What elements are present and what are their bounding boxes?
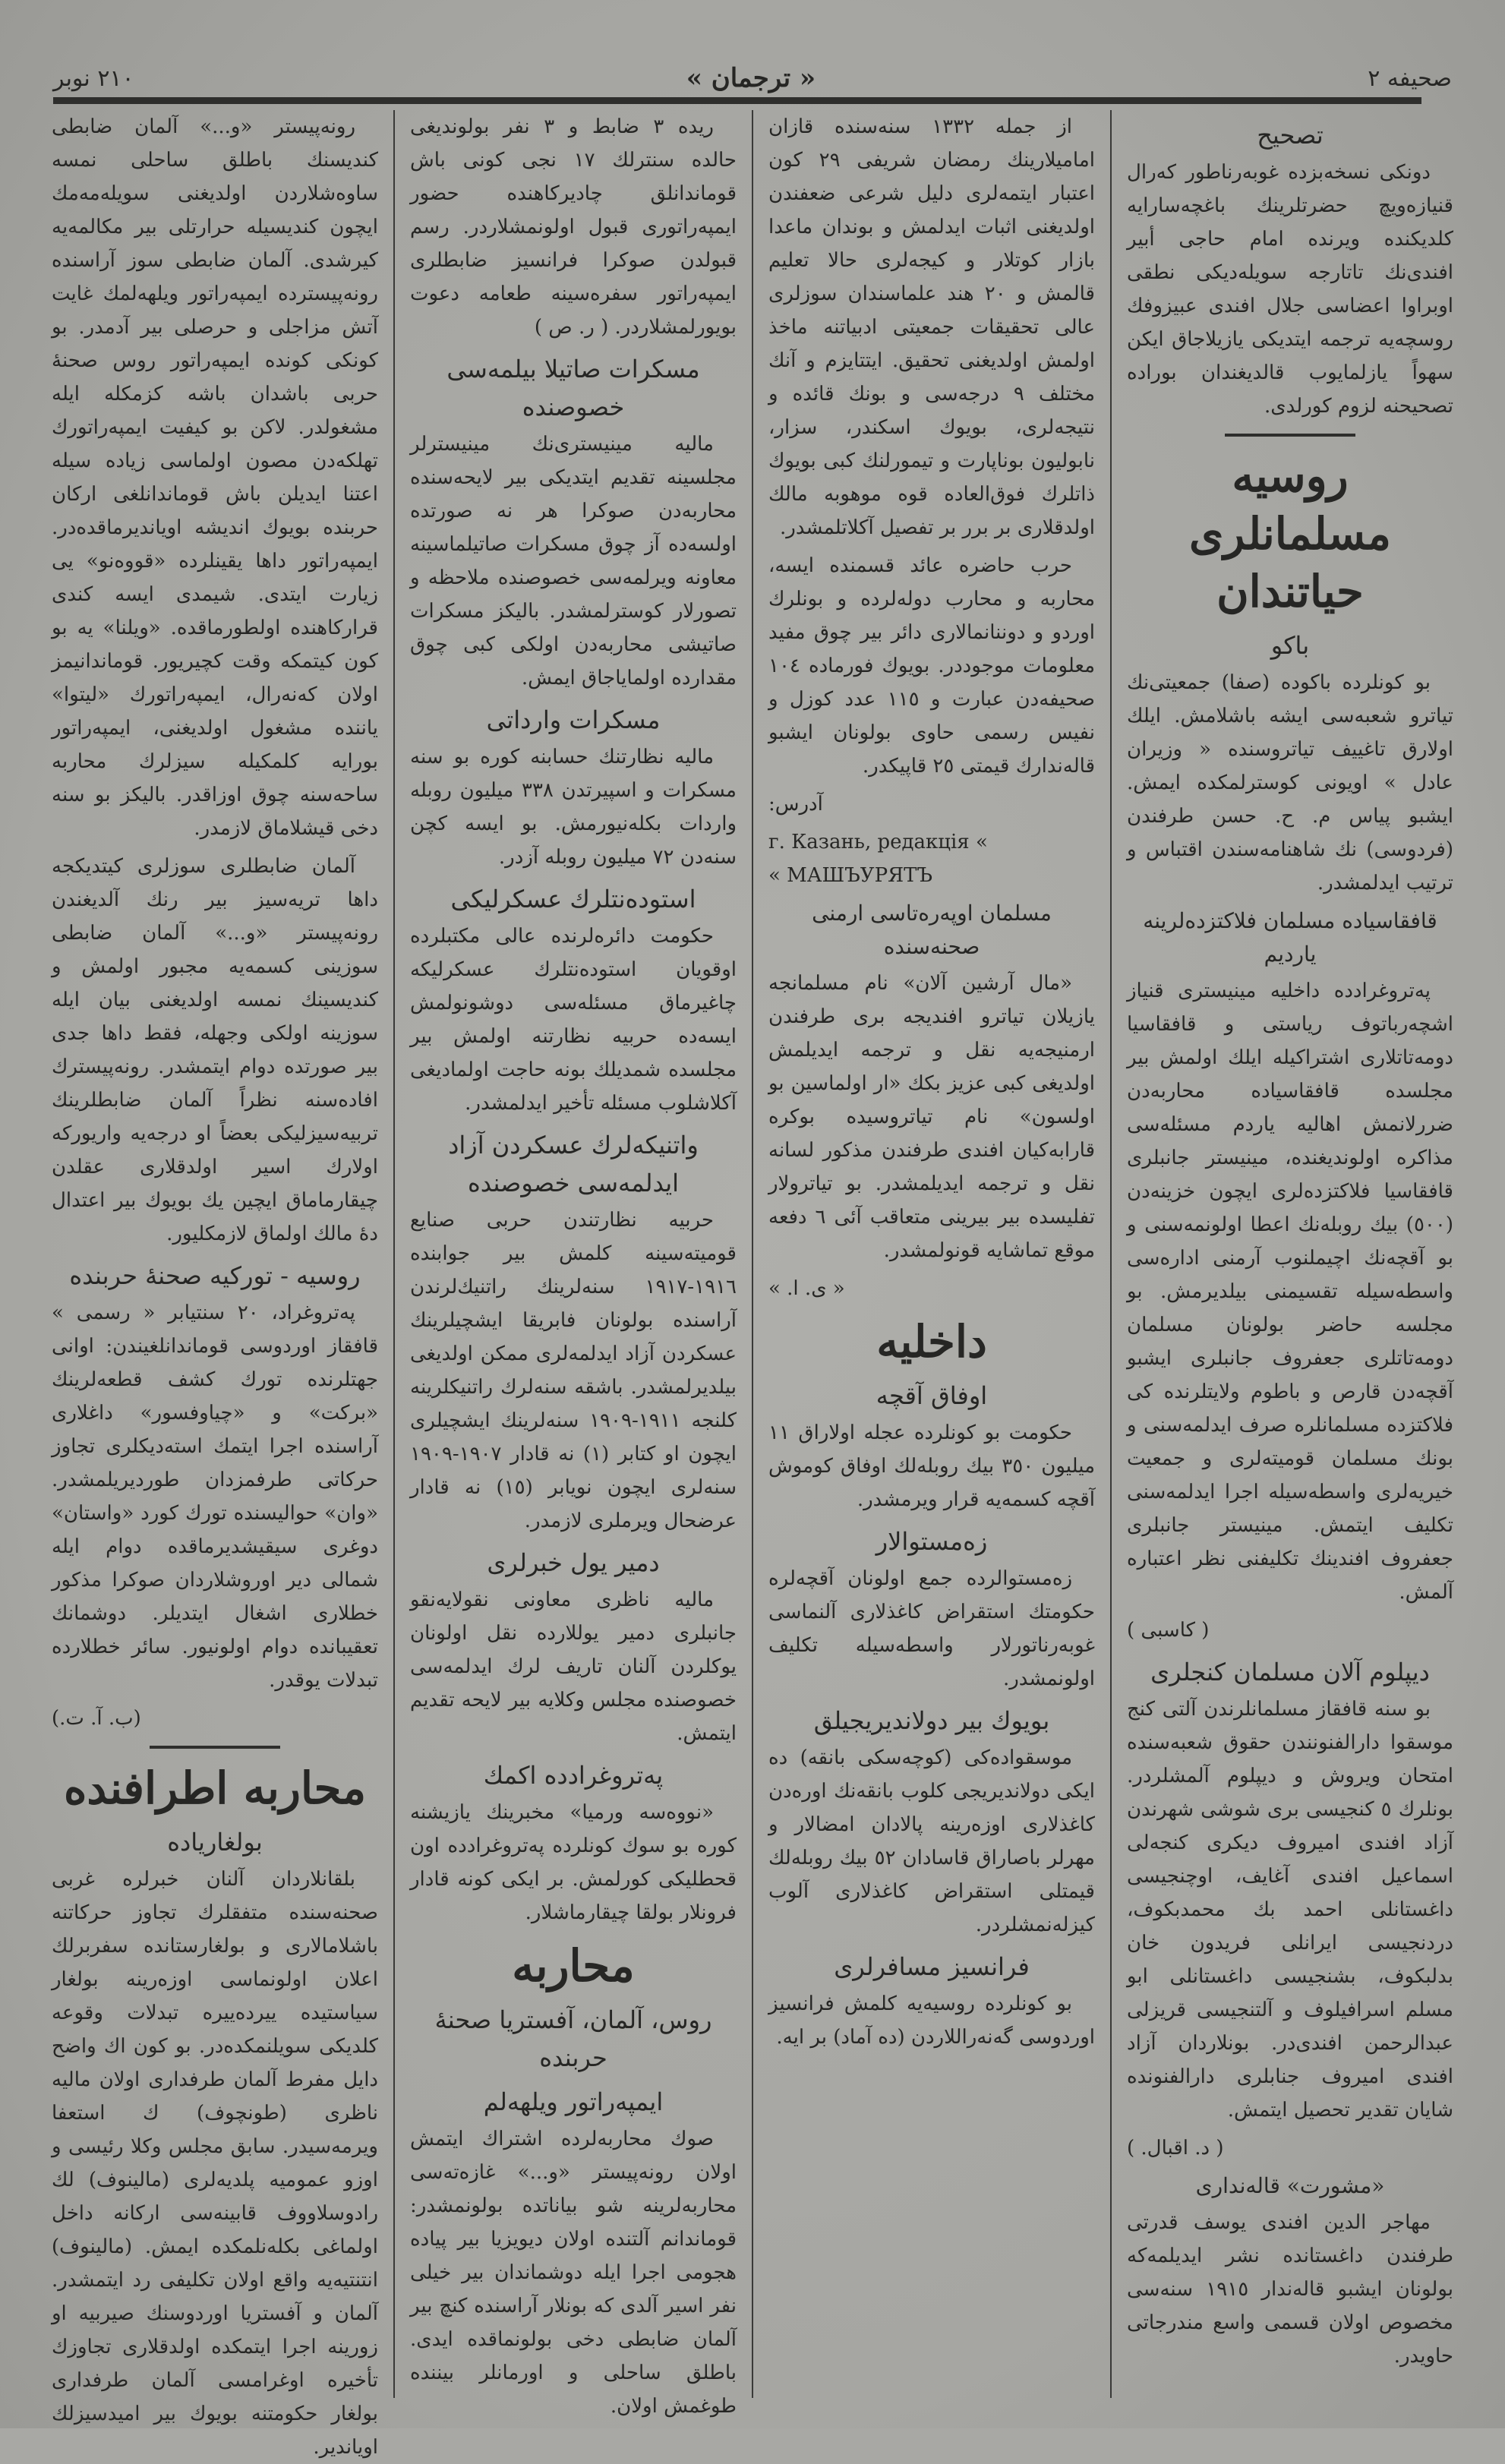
article-paragraph: ریده ٣ ضابط و ٣ نفر بولوندیغی حالده سنترلك ١٧ نجی کونی باش قوماندانلق چادیرکاهنده حضور ایمپەراتوری قبول اولونمشلاردر. رسم قبولدن صوکرا فرانسیز ضابطلری ایمپەراتور سفره‌سینه طعامه دعوت بویورلمشلاردر. ( ر. ص ) <box>410 115 737 339</box>
page-number: صحیفه ٢ <box>1368 65 1452 92</box>
article-heading: فرانسیز مسافرلری <box>834 1952 1030 1981</box>
column-4 <box>36 110 395 2459</box>
section-heading: محاربه اطرافنده <box>63 1762 367 1814</box>
article-heading: پەتروغرادده اکمك <box>483 1761 664 1790</box>
article-paragraph: پەتروغرادده داخلیه مینیستری قنیاز اشچه‌رباتوف ریاستی و قافقاسیا دومه‌تاتلاری اشتراکیله ایلك اولمش بیر مجلسده قافقاسیاده محاربه‌دن ضررلانمش اهالیه یاردم مسئله‌سی مذاکره اولوندیغنده، مینیستر جانبلری قافقاسیا فلاکتزده‌لری ایچون خزینه‌دن (٥٠٠) بیك روبله‌نك اعطا اولونمه‌سنی و بو آقچه‌نك اچیملنوب آرمنی اداره‌سی واسطه‌سیله تقسیمنی بیلدیرمش. بو مجلسه حاضر بولونان مسلمان دومه‌تاتلری جعفروف جانبلری ایشبو آقچه‌دن قارص و باطوم ولایتلرنده کی فلاکتزده مسلمانلره صرف ایدلمه‌سنی و بونك مسلمان قومیته‌لری و جمعیت خیریه‌لری واسطه‌سیله اجرا ایدلمه‌سنی تکلیف ایتمش. مینیستر جانبلری جعفروف افندینك تکلیفنی نظر اعتباره آلمش. <box>1127 980 1453 1604</box>
article-heading: استوده‌نتلرك عسکرلیکی <box>450 885 696 913</box>
article-paragraph: رونه‌پیستر «و...» آلمان ضابطی کندیسنك باطلق ساحلی نمسه ساوه‌شلاردن اولدیغنی سویله‌مه‌مك ایچون کندیسیله حرارتلی بیر مکالمه‌یه کیرشدی. آلمان ضابطی سوز آراسنده رونه‌پیسترده ایمپەراتور ویلهەلمك غایت آتش مزاجلی و حرصلی بیر آدمدر. بو کونکی کونده ایمپەراتور روس صحنهٔ حربی باشدان باشه کزمکله ایله مشغولدر. لاکن بو کیفیت ایمپەراتورك تهلکه‌دن مصون اولماسی زیاده سیله اعتنا ایدیلن باش قوماندانلغی ارکان حربنده بویوك اندیشه اویاندیرماقده‌در. ایمپەراتور داها یقینلرده «قووه‌نو» یی زیارت ایتدی. شیمدی ایسه کندی قرارکاهنده اولطورماقده. «ویلنا» یه بو کون کیتمکه وقت کچیریور. قوماندانیمز اولان کەنەرال، ایمپەراتورك «لیتوا» یاننده مشغول اولدیغنی، ایمپەراتور بورایه کلمکیله سیزلرك محاربه ساحه‌سنه چوق اوزاقدر. بالیکز بو سنه دخی قیشلاماق لازمدر. <box>52 115 378 840</box>
section-heading: محاربه <box>512 1940 635 1992</box>
article-paragraph: بلقانلاردان آلنان خبرلره غربی صحنه‌سنده متفقلرك تجاوز حرکاتنه باشلامالاری و بولغارستانده سفربرلك اعلان اولونماسی اوزه‌رینه بولغار سیاستیده ییرده‌ییره تبدلات وقوعه کلدیکی سویلنمکده‌در. بو کون اك واضح دایل مفرط آلمان طرفداری اولان مالیه ناظری (طونچوف) ك استعفا ویرمه‌سیدر. سابق مجلس وکلا رئیسی و اوزو عمومیه پلدیه‌لری (مالینوف) لك رادوسلاووف قابینه‌سی ارکانه داخل اولماغی بکله‌نلمکده ایمش. (مالینوف) انتنتیه‌یه واقع اولان تکلیفی رد ایتمشدر. آلمان و آفستریا اوردوسنك صیربیه او زورینه اجرا ایتمکده اولدقلاری تجاوزك تأخیره اوغرامسی آلمان طرفداری بولغار حکومتنه بویوك بیر امیدسیزلك اویاندیر. <box>52 1868 378 2459</box>
article-paragraph: مالیه ناظری معاونی نقولایه‌نقو جانبلری دمیر یوللارده نقل اولونان یوکلردن آلنان تاریف لرك ایدلمه‌سی خصوصنده مجلس وکلایه بیر لایحه تقدیم ایتمش. <box>410 1589 737 1745</box>
article-paragraph: بو سنه قافقاز مسلمانلرندن آلتی کنج موسقوا دارالفنونندن حقوق شعبه‌سنده امتحان ویروش و دیپلوم آلمشلردر. بونلرك ٥ کنجیسی بری شوشی شهرندن آزاد افندی امیروف دیکری کنجه‌لی اسماعیل افندی آغایف، اوچنجیسی داغستانلی احمد بك محمدبکوف، دردنجیسی ایرانلی فریدون خان بدلبکوف، بشنجیسی داغستانلی ابو مسلم اسرافیلوف و آلتنجیسی قریزلی عبدالرحمن افندی‌در. بونلاردان آزاد افندی امیروف جنابلری دارالفنونده شایان تقدیر تحصیل ایتمش. <box>1127 1698 1453 2122</box>
article-heading: واتنیکه‌لرك عسکردن آزاد ایدلمه‌سی خصوصنده <box>448 1131 699 1197</box>
newspaper-title: « ترجمان » <box>686 63 816 93</box>
article-paragraph: حکومت بو کونلرده عجله اولاراق ١١ میلیون ٣٥٠ بیك روبله‌لك اوفاق کوموش آقچه کسمه‌یه قرار ویرمشدر. <box>768 1421 1096 1511</box>
article-heading: باکو <box>1270 631 1310 660</box>
article-paragraph: «مال آرشین آلان» نام مسلمانجه یازیلان تیاترو افندیجه بری طرفندن ارمنیجه‌یه نقل و ترجمه ایدیلمش اولدیغی کبی عزیز بکك «ار اولماسین بو اولسون» نام تیاتروسیده بوکره قارابه‌کیان افندی طرفندن مذکور لسانه نقل و ترجمه ایدیلمشدر. بو تیاترولار تفلیسده بیر بیرینی متعاقب آئی ٦ دفعه موقع تماشایه قونولمشدر. <box>768 972 1095 1262</box>
article-paragraph: موسقواده‌کی (کوچه‌سکی بانقه) ده ایکی دولاندیریجی کلوب بانقه‌نك اوره‌دن کاغذلاری اوزه‌رینه پالادان امضالار و مهرلر باصاراق قاسادان ٥٢ بیك روبله‌لك قیمتلی استقراض کاغذلاری آلوب کیزله‌نمشلردر. <box>768 1746 1095 1936</box>
article-paragraph: مالیه نظارتنك حسابنه کوره بو سنه مسکرات و اسپیرتدن ٣٣٨ میلیون روبله واردات بکله‌نیورمش. بو ایسه کچن سنه‌دن ٧٢ میلیون روبله آزدر. <box>410 746 737 869</box>
article-paragraph: حربیه نظارتندن حربی صنایع قومیته‌سینه کلمش بیر جوابنده ١٩١٦-١٩١٧ سنه‌لرینك راتنیك‌لرندن آراسنده بولونان فابریقا ایشچیلرینك عسکردن آزاد ایدلمه‌لری ممکن اولدیغی بیلدیرلمشدر. باشقه سنه‌لرك راتنیکلرینه کلنجه ١٩١١-١٩٠٩ سنه‌لرینك ایشچیلری ایچون او کتابر (١) نه قادار ١٩٠٧-١٩٠٩ سنه‌لری ایچون نویابر (١٥) نه قادار عرضحال ویرملری لازمدر. <box>410 1209 737 1532</box>
article-heading: بویوك بیر دولاندیریجیلق <box>813 1706 1050 1735</box>
article-paragraph: دونکی نسخه‌بزده غوبه‌رناطور كه‌رال قنیازه‌ویچ حضرتلرینك باغچه‌سارایه کلدیکنده ویرنده امام حاجی أبیر افندی‌نك تاتارجه سویله‌دیکی نطقی اوبراوا اعضاسی جلال افندی عبیزوفك روسچه‌یه ترجمه ایتدیکی یازیلاجاق ایکن سهواً یازلمایوب قالدیغندان بوراده تصحیحنه لزوم کورلدی. <box>1127 161 1453 418</box>
byline: (ب. آ. ت.) <box>52 1707 141 1730</box>
article-heading: دیپلوم آلان مسلمان کنجلری <box>1150 1658 1430 1686</box>
article-subheading: مسلمان اوپەرەتاسی ارمنی صحنه‌سنده <box>812 901 1052 959</box>
byline: « ی. ا. » <box>768 1277 845 1300</box>
article-heading: بولغاریاده <box>167 1828 263 1857</box>
byline: г. Казань, редакція « МАШЪУРЯТЪ » <box>768 831 988 887</box>
article-heading: مسکرات صاتیلا بیلمه‌سی خصوصنده <box>446 355 700 421</box>
columns <box>36 110 1469 2459</box>
byline: ( د. اقبال. ) <box>1127 2137 1224 2160</box>
section-heading: داخلیه <box>876 1316 987 1368</box>
masthead-rule <box>53 97 1421 104</box>
article-paragraph: زەمستوالرده جمع اولونان آقچه‌لره حکومتك استقراض کاغذلاری آلنماسی غوبه‌رناتورلار واسطه‌سیله تکلیف اولونمشدر. <box>768 1567 1095 1690</box>
masthead <box>53 59 1452 97</box>
divider <box>150 1746 280 1749</box>
article-heading: زەمستوالار <box>876 1527 988 1556</box>
byline: آدرس: <box>768 793 823 816</box>
article-paragraph: بو کونلرده باکوده (صفا) جمعیتی‌نك تیاترو شعبه‌سی ایشه باشلامش. ایلك اولارق تاغییف تیاتروسنده « وزیران عادل » اویونی کوسترلمکده ایمش. ایشبو پیاس م. ح. حسن طرفندن (فردوسی) نك شاهنامه‌سندن اقتباس و ترتیب ایدلمشدر. <box>1127 671 1453 894</box>
article-paragraph: بو کونلرده روسیه‌یه کلمش فرانسیز اوردوسی گەنەراللاردن (ده آماد) بر ایه. <box>768 1992 1095 2049</box>
article-paragraph: مالیه مینیستری‌نك مینیسترلر مجلسینه تقدیم ایتدیکی بیر لایحه‌سنده محاربه‌دن صوکرا هر نه صورتده اولسه‌ده آز چوق مسکرات صاتیلماسینه معاونه ویرلمه‌سی خصوصنده ملاحظه و تصورلار کوسترلمشدر. بالیکز مسکرات صاتیشی محاربه‌دن اولکی کبی چوق مقدارده اولمایاجاق ایمش. <box>410 433 737 689</box>
column-1 <box>1112 110 1469 2398</box>
byline: ( کاسبی ) <box>1127 1619 1210 1642</box>
section-heading: روسیه مسلمانلری حیاتندان <box>1189 450 1391 617</box>
article-heading: ایمپەراتور ویلهەلم <box>483 2087 664 2116</box>
article-paragraph: آلمان ضابطلری سوزلری کیتدیکجه داها تریه‌سیز بیر رنك آلدیغندن رونه‌پیستر «و...» آلمان ضابطی سوزینی کسمه‌یه مجبور اولمش و کندیسینك نمسه اولدیغنی بیان ایله سوزینه اولکی وجهله، فقط داها جدی بیر صورتده دوام ایتمشدر. رونه‌پیسترك افاده‌سنه نظراً آلمان ضابطلرینك تربیه‌سیزلیکی بعضاً او درجه‌یه واریورکه اولارك اسیر اولدقلاری عقلدن چیقارماماق ایچین یك بویوك بیر اعتدال دهٔ مالك اولماق لازمکلیور. <box>52 855 378 1245</box>
article-paragraph: پەتروغراد، ٢٠ سنتیابر « رسمی » قافقاز اوردوسی قوماندانلغیندن: اوانی جهتلرنده تورك کشف قطعه‌لرینك «برکت» و «چیاوفسور» داغلاری آراسنده اجرا ایتمك استەدیکلری تجاوز حرکاتی طرفمزدان طوردیریلمشدر. «وان» حوالیسنده تورك کورد «واستان» دوغری سیقیشدیرماقده دوام ایله شمالی دیر اوروشلاردان صوکرا مذکور خطلاری اشغال ایتدیلر. دوشمانك تعقیبانده دوام اولونیور. سائر خطلارده تبدلات یوقدر. <box>52 1301 378 1692</box>
article-heading: تصحیح <box>1257 121 1324 150</box>
issue-date: ٢١٠ نوبر <box>53 65 134 92</box>
article-paragraph: حکومت دائره‌لرنده عالی مکتبلرده اوقویان استوده‌نتلرك عسکرلیکه چاغیرماق مسئله‌سی دوشونولمش ایسه‌ده حربیه نظارتنه اولمش بیر مجلسده شمدیلك بونه حاجت اولمادیغی آکلاشلوب مسئله تأخیر ایدلمشدر. <box>410 925 737 1115</box>
article-subheading: قافقاسیاده مسلمان فلاکتزده‌لرینه یاردیم <box>1143 908 1437 967</box>
article-heading: روسیه - تورکیه صحنهٔ حربنده <box>69 1261 361 1290</box>
article-heading: دمیر یول خبرلری <box>487 1548 660 1577</box>
article-paragraph: از جمله ١٣٣٢ سنه‌سنده قازان امامیلارینك رمضان شریفی ٢٩ کون اعتبار ایتمه‌لری دلیل شرعی ضعفندن اولدیغنی اثبات ایدلمش و بوندان ماعدا بازار کوتلار و کیجه‌لری حالا تعلیم قالمش و ٢٠ هند علماسندان سوزلری عالی تحقیقات جمعیتی ادبیاتنه ماخذ اولمش اولدیغنی تحقیق. ایتتایزم و آنك مختلف ٩ درجه‌سی و بونك قائده و نتیجه‌لری، بویوك اسکندر، سزار، نابولیون بوناپارت و تیمورلنك کبی بویوك ذاتلرك فوق‌العاده قوه موهوبه مالك اولدقلاری بر برر بر تفصیل آکلاتلمشدر. <box>768 115 1095 539</box>
column-2 <box>753 110 1112 2398</box>
column-3 <box>395 110 753 2418</box>
article-heading: مسکرات وارداتی <box>486 705 661 734</box>
article-paragraph: «نووه‌سه ورمیا» مخبرینك یازیشنه کوره بو سوك کونلرده پەتروغرادده اون قحطلیکی کورلمش. بر ایکی کونه قادار فرونلار بولقا چیقارماشلار. <box>410 1801 737 1924</box>
divider <box>1225 434 1355 437</box>
article-paragraph: حرب حاضره عائد قسمنده ایسه، محاربه و محارب دوله‌لرده و بونلرك اوردو و دوننانمالاری دائر بیر چوق مفید معلومات موجوددر. بویوك فورماده ١٠٤ صحیفه‌دن عبارت و ١١٥ عدد کوزل و نفیس رسمی حاوی بولونان ایشبو قالەندارك قیمتی ٢٥ قاپیکدر. <box>768 554 1095 778</box>
article-paragraph: مهاجر الدین افندی یوسف قدرتی طرفندن داغستانده نشر ایدیلمه‌که بولونان ایشبو قالەندار ١٩١٥ سنه‌سی مخصوص اولان قسمی واسع مندرجاتی حاویدر. <box>1127 2211 1454 2368</box>
article-heading: روس، آلمان، آفستریا صحنهٔ حربنده <box>434 2005 712 2072</box>
article-heading: اوفاق آقچه <box>876 1381 988 1410</box>
article-subheading: «مشورت» قالەنداری <box>1195 2173 1385 2198</box>
article-paragraph: صوك محاربه‌لرده اشتراك ایتمش اولان رونه‌پیستر «و...» غازه‌ته‌سی محاربه‌لرینه شو بیاناتده بولونمشدر: قوماندانم آلتنده اولان دیویزیا بیر پیاده هجومی اجرا ایله دوشماندان بیر خیلی نفر اسیر آلدی که بونلار آراسنده کنچ بیر آلمان ضابطی دخی بولونماقده ایدی. باطلق ساحلی و اورمانلر بیننده طوغمش اولان. <box>410 2128 737 2418</box>
